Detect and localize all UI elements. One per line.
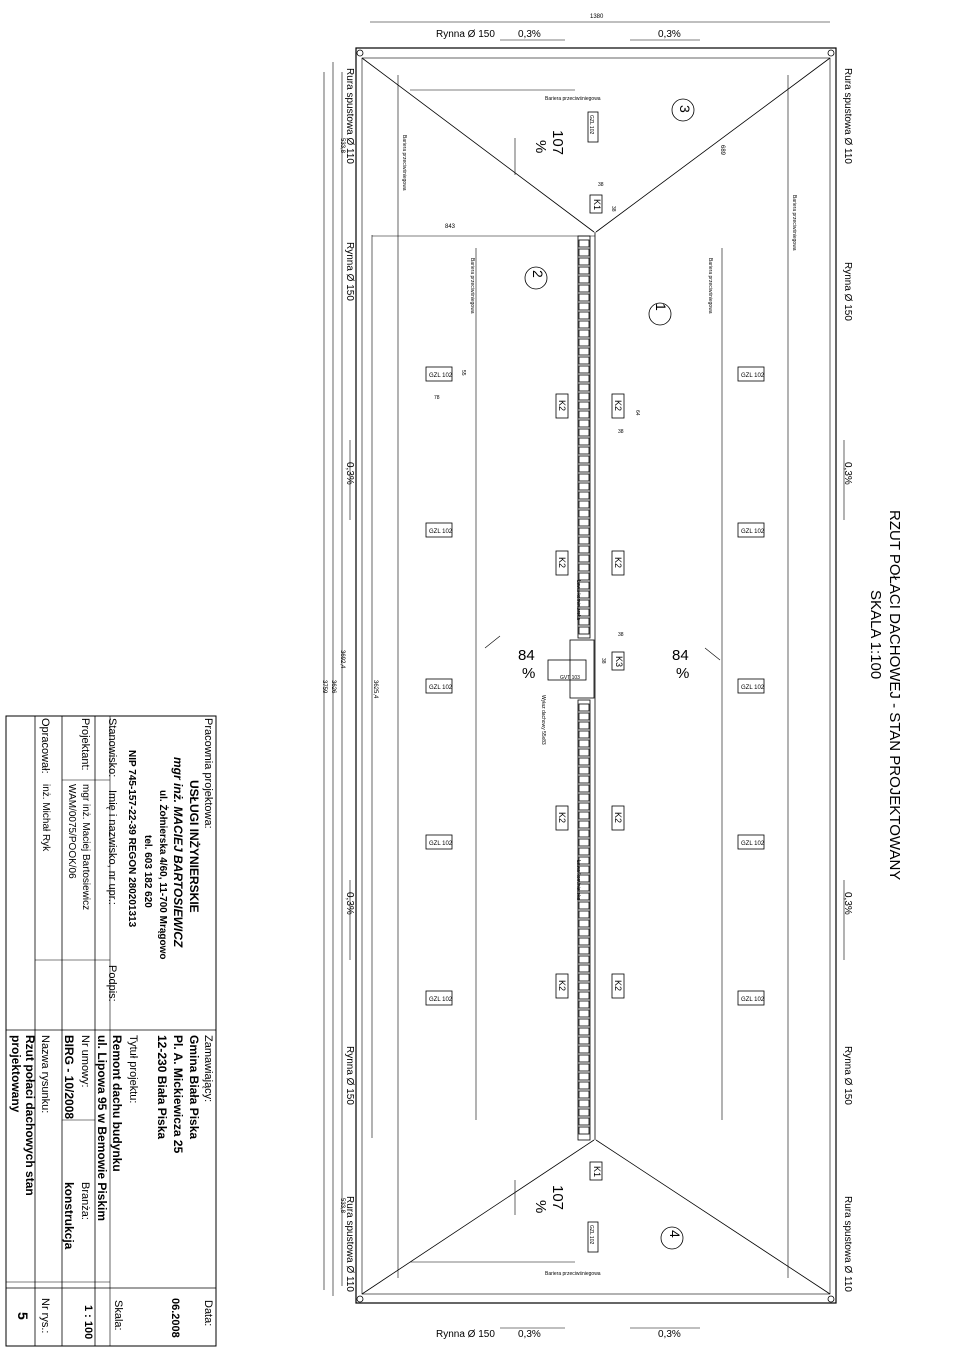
ladder-step (579, 465, 589, 472)
gzl-label: GZL 102 (429, 373, 453, 379)
snow-barrier-label: Bariera przeciwśniegowa (469, 258, 475, 314)
ladder-step (579, 767, 589, 774)
ladder-step (579, 1028, 589, 1035)
contract-number: BIRG - 10/2008 (62, 1035, 76, 1120)
pitch-percent: % (532, 1200, 549, 1214)
drawing-name-line2: projektowany (9, 1035, 23, 1113)
ladder-step (579, 501, 589, 508)
dimension-label: 38 (610, 206, 616, 212)
pitch-value: 84 (672, 647, 689, 664)
ladder-step (579, 1037, 589, 1044)
ladder-step (579, 564, 589, 571)
ladder-step (579, 510, 589, 517)
ladder-step (579, 420, 589, 427)
ladder-step (579, 375, 589, 382)
drawing-title: RZUT POŁACI DACHOWEJ - STAN PROJEKTOWANY (886, 510, 903, 881)
ladder-step (579, 1091, 589, 1098)
client-address: Pl. A. Mickiewicza 25 (171, 1035, 185, 1154)
pitch-percent: % (532, 140, 549, 154)
dimension-label: 3626 (330, 680, 336, 694)
gzl-label: GZL 102 (741, 529, 765, 535)
pitch-leader (705, 648, 720, 660)
gutter-label: Rynna Ø 150 (436, 1329, 495, 1340)
ladder-step (579, 249, 589, 256)
ladder-step (579, 438, 589, 445)
slope-label: 0,3% (518, 29, 541, 40)
k1-label: K1 (592, 199, 602, 211)
ladder-step (579, 555, 589, 562)
ladder-step (579, 803, 589, 810)
ladder-step (579, 258, 589, 265)
ladder-step (579, 573, 589, 580)
snow-barrier-label: Bariera przeciwśniegowa (545, 1271, 601, 1277)
ladder-step (579, 1064, 589, 1071)
ladder-step (579, 429, 589, 436)
k2-label: K2 (613, 400, 623, 412)
dimension-label: 1380 (590, 14, 604, 20)
date-label: Data: (202, 1300, 214, 1327)
gutter-label: Rynna Ø 150 (436, 29, 495, 40)
gzl-label: GZL 102 (588, 115, 594, 135)
ladder-step (579, 704, 589, 711)
ladder-step (579, 902, 589, 909)
slope-label: 0,3% (518, 1329, 541, 1340)
ladder-step (579, 785, 589, 792)
ladder-step (579, 938, 589, 945)
downpipe-label: Rura spustowa Ø 110 (344, 68, 355, 164)
ladder-step (579, 528, 589, 535)
scale-label: Skala: (112, 1300, 124, 1331)
ladder-step (579, 839, 589, 846)
gzl-label: GZL 102 (429, 841, 453, 847)
snow-barrier-label: Bariera przeciwśniegowa (791, 195, 797, 251)
downpipe-label: Rura spustowa Ø 110 (344, 1196, 355, 1292)
ladder-step (579, 366, 589, 373)
ladder-step (579, 546, 589, 553)
ladder-step (579, 1127, 589, 1134)
roof-outlet-frame (570, 640, 594, 698)
ladder-step (579, 848, 589, 855)
ladder-step (579, 722, 589, 729)
gzl-label: GZL 102 (429, 685, 453, 691)
dimension-label: 38 (618, 429, 624, 435)
contract-label: Nr umowy: (79, 1035, 91, 1088)
ladder-step (579, 776, 589, 783)
project-title: Remont dachu budynku (110, 1035, 124, 1172)
dimension-label: 533,8 (339, 138, 345, 154)
gutter-side-label: Rynna Ø 150 (344, 242, 355, 301)
k2-label: K2 (613, 557, 623, 569)
ladder-step (579, 537, 589, 544)
downpipe-symbol (357, 1296, 363, 1302)
scale-value: 1 : 100 (82, 1305, 94, 1340)
ladder-step (579, 740, 589, 747)
drawing-number: 5 (15, 1312, 31, 1320)
ladder-step (579, 1046, 589, 1053)
ladder-step (579, 627, 589, 634)
downpipe-label: Rura spustowa Ø 110 (842, 1196, 853, 1292)
ladder-step (579, 1100, 589, 1107)
ladder-step (579, 731, 589, 738)
ladder-step (579, 713, 589, 720)
gzl-label: GZL 102 (429, 529, 453, 535)
ladder-step (579, 1082, 589, 1089)
name-label: Imię i nazwisko, nr upr.: (106, 790, 118, 905)
gzl-label: GZL 102 (741, 997, 765, 1003)
designer-label: Projektant: (79, 718, 91, 771)
k1-label: K1 (592, 1166, 602, 1178)
k2-label: K2 (557, 400, 567, 412)
ladder-step (579, 911, 589, 918)
roof-outlet-label: Wyłaz dachowy 55x83 (540, 695, 546, 745)
k3-label: K3 (614, 656, 624, 668)
slope-side-label: 0,3% (842, 462, 853, 485)
ladder-step (579, 447, 589, 454)
ladder-step (579, 1109, 589, 1116)
gzl-label: GZL 102 (429, 997, 453, 1003)
drawing-name: Rzut połaci dachowych stan (23, 1035, 37, 1196)
client-name: Gmina Biała Piska (187, 1035, 201, 1140)
office-address: ul. Żołnierska 4/60, 11-700 Mrągowo (157, 790, 168, 960)
drawing-name-label: Nazwa rysunku: (39, 1035, 51, 1114)
ladder-step (579, 1073, 589, 1080)
ladder-step (579, 357, 589, 364)
dimension-label: 55 (460, 370, 466, 376)
office-nip: NIP 745-157-22-39 REGON 280201313 (126, 750, 137, 928)
ladder-step (579, 758, 589, 765)
ladder-step (579, 920, 589, 927)
ladder-step (579, 303, 589, 310)
area-number-2: 2 (530, 270, 546, 278)
dimension-label: 78 (434, 395, 440, 401)
ladder-step (579, 1019, 589, 1026)
signature-label: Podpis: (106, 965, 118, 1002)
slope-side-label: 0,3% (344, 462, 355, 485)
snow-barrier-label: Bariera przeciwśniegowa (545, 96, 601, 102)
gzl-label: GZL 102 (588, 1225, 594, 1245)
dimension-label: 3625,4 (372, 680, 378, 699)
ladder-step (579, 402, 589, 409)
branch-value: konstrukcja (62, 1182, 76, 1250)
ladder-step (579, 983, 589, 990)
position-label: Stanowisko: (106, 718, 118, 778)
slope-side-label: 0,3% (344, 892, 355, 915)
gzl-label: GZL 102 (741, 685, 765, 691)
gutter-side-label: Rynna Ø 150 (344, 1046, 355, 1105)
snow-barrier-label: Bariera przeciwśniegowa (401, 135, 407, 191)
pitch-percent: % (676, 665, 690, 682)
downpipe-symbol (357, 50, 363, 56)
ladder-step (579, 965, 589, 972)
dimension-label: 3692,4 (339, 650, 345, 669)
pitch-value: 107 (549, 1185, 566, 1211)
k2-label: K2 (557, 980, 567, 992)
chimney-ladder-label: Ława kominiarska (575, 580, 581, 621)
gvt-label: GVT 103 (560, 675, 580, 681)
gzl-label: GZL 102 (741, 373, 765, 379)
ladder-step (579, 474, 589, 481)
ladder-step (579, 240, 589, 247)
designer-name: mgr inż. Maciej Bartosiewicz (80, 784, 91, 911)
project-address: ul. Lipowa 95 w Bemowie Piskim (95, 1035, 109, 1222)
hip-line (596, 1140, 830, 1294)
ladder-step (579, 492, 589, 499)
office-phone: tel. 603 182 620 (142, 835, 153, 908)
ladder-step (579, 812, 589, 819)
drafter-label: Opracował: (39, 718, 51, 774)
gutter-side-label: Rynna Ø 150 (842, 262, 853, 321)
dimension-label: 533,8 (339, 1198, 345, 1214)
office-name: USŁUGI INŻYNIERSKIE (187, 780, 201, 913)
ladder-step (579, 276, 589, 283)
ladder-step (579, 1055, 589, 1062)
office-label: Pracownia projektowa: (202, 718, 214, 829)
pitch-percent: % (522, 665, 536, 682)
pitch-value: 107 (549, 130, 566, 156)
ladder-step (579, 947, 589, 954)
gzl-label: GZL 102 (741, 841, 765, 847)
date-value: 06.2008 (169, 1298, 181, 1338)
designer-permit: WAM/0075/POOK/06 (66, 784, 77, 879)
ladder-step (579, 749, 589, 756)
dimension-label: 38 (600, 658, 606, 664)
drawing-scale-title: SKALA 1:100 (867, 590, 884, 680)
dimension-label: 38 (618, 632, 624, 638)
ladder-step (579, 1118, 589, 1125)
ladder-step (579, 830, 589, 837)
area-number-1: 1 (653, 303, 669, 311)
ladder-step (579, 294, 589, 301)
slope-label: 0,3% (658, 1329, 681, 1340)
snow-barrier-label: Bariera przeciwśniegowa (707, 258, 713, 314)
branch-label: Branża: (79, 1182, 91, 1220)
office-person: mgr inż. MACIEJ BARTOSIEWICZ (171, 757, 185, 948)
area-number-4: 4 (667, 1230, 683, 1238)
dimension-label: 64 (634, 410, 640, 416)
dimension-label: 3759 (321, 680, 327, 694)
k2-label: K2 (613, 812, 623, 824)
ladder-step (579, 384, 589, 391)
downpipe-label: Rura spustowa Ø 110 (842, 68, 853, 164)
roof-eave-line (362, 58, 830, 1294)
client-label: Zamawiający: (202, 1035, 214, 1103)
client-city: 12-230 Biała Piska (155, 1035, 169, 1140)
ladder-step (579, 1001, 589, 1008)
ladder-step (579, 992, 589, 999)
ladder-step (579, 794, 589, 801)
ladder-step (579, 1010, 589, 1017)
pitch-value: 84 (518, 647, 535, 664)
pitch-leader (485, 636, 500, 648)
k2-label: K2 (613, 980, 623, 992)
dimension-label: 689 (719, 145, 725, 156)
ladder-step (579, 821, 589, 828)
drawing-number-label: Nr rys.: (39, 1298, 51, 1334)
ladder-step (579, 339, 589, 346)
ladder-step (579, 519, 589, 526)
gutter-side-label: Rynna Ø 150 (842, 1046, 853, 1105)
chimney-ladder-label: Ława kominiarska (575, 860, 581, 901)
slope-label: 0,3% (658, 29, 681, 40)
ladder-step (579, 974, 589, 981)
area-number-3: 3 (677, 105, 693, 113)
ladder-step (579, 285, 589, 292)
ladder-step (579, 348, 589, 355)
dimension-label: 38 (598, 182, 604, 188)
project-label: Tytuł projektu: (127, 1035, 139, 1104)
ladder-step (579, 483, 589, 490)
drafter-name: inż. Michał Ryk (40, 784, 51, 852)
ladder-step (579, 267, 589, 274)
ladder-step (579, 929, 589, 936)
ladder-step (579, 411, 589, 418)
k2-label: K2 (557, 557, 567, 569)
dimension-label: 843 (445, 224, 456, 230)
slope-side-label: 0,3% (842, 892, 853, 915)
ladder-step (579, 321, 589, 328)
chimney-ladder (578, 236, 590, 638)
ladder-step (579, 456, 589, 463)
ladder-step (579, 312, 589, 319)
ladder-step (579, 330, 589, 337)
downpipe-symbol (828, 1296, 834, 1302)
downpipe-symbol (828, 50, 834, 56)
ladder-step (579, 956, 589, 963)
k2-label: K2 (557, 812, 567, 824)
ladder-step (579, 393, 589, 400)
